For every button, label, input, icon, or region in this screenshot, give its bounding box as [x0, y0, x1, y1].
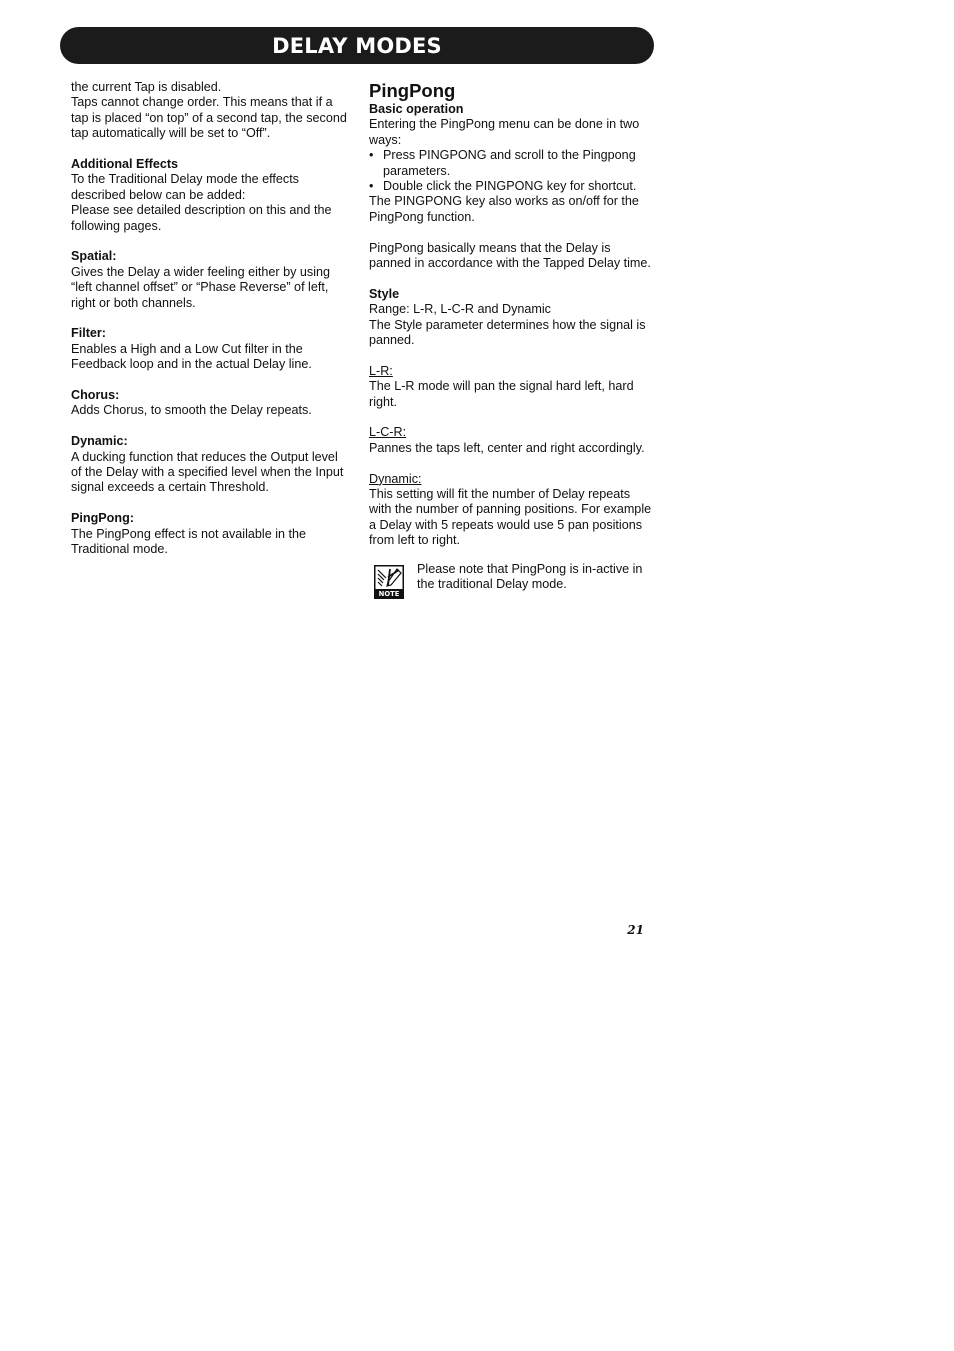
intro-line-2: Taps cannot change order. This means that if a tap is placed “on top” of a second tap, the second tap automatically will be set to “Off”. [71, 95, 347, 141]
paragraph: Adds Chorus, to smooth the Delay repeats. [71, 403, 312, 418]
heading-pingpong: PingPong: [71, 511, 134, 526]
paragraph: PingPong basically means that the Delay is panned in accordance with the Tapped Delay time. [369, 240, 651, 271]
note-icon [374, 565, 404, 599]
mode-label-l-c-r: L-C-R: [369, 425, 407, 440]
section-banner [60, 27, 654, 64]
heading-filter: Filter: [71, 326, 106, 341]
list-item: • Press PINGPONG and scroll to the Pingpong parameters. [369, 148, 653, 179]
note-icon-label: NOTE [378, 589, 400, 598]
note-block [369, 562, 653, 599]
mode-label-l-r: L-R: [369, 363, 393, 378]
page-title: DELAY MODES [272, 33, 442, 58]
paragraph: The PINGPONG key also works as on/off for the PingPong function. [369, 194, 639, 224]
intro-line-1: the current Tap is disabled. [71, 80, 222, 94]
right-column [369, 80, 653, 599]
left-column [71, 80, 347, 558]
paragraph: Gives the Delay a wider feeling either by using “left channel offset” or “Phase Reverse” of left, right or both channels. [71, 264, 331, 310]
heading-dynamic: Dynamic: [71, 434, 128, 449]
page-number: 21 [627, 923, 644, 937]
paragraph: Enables a High and a Low Cut filter in the Feedback loop and in the actual Delay line. [71, 341, 312, 372]
paragraph: A ducking function that reduces the Output level of the Delay with a specified level when the Input signal exceeds a certain Threshold. [71, 449, 344, 495]
paragraph: Entering the PingPong menu can be done in two ways: [369, 117, 640, 147]
paragraph: The Style parameter determines how the signal is panned. [369, 317, 646, 348]
heading-additional-effects: Additional Effects [71, 157, 179, 172]
heading-spatial: Spatial: [71, 249, 117, 264]
paragraph: Range: L-R, L-C-R and Dynamic [369, 302, 551, 317]
paragraph: Please see detailed description on this and the following pages. [71, 203, 332, 233]
paragraph: To the Traditional Delay mode the effects described below can be added: [71, 172, 299, 202]
list-item: • Double click the PINGPONG key for shortcut. [369, 179, 653, 194]
mode-label-dynamic: Dynamic: [369, 471, 422, 486]
section-title-pingpong: PingPong [369, 80, 456, 101]
paragraph: The L-R mode will pan the signal hard left, hard right. [369, 379, 634, 409]
note-text: Please note that PingPong is in-active in the traditional Delay mode. [417, 561, 643, 592]
heading-basic-operation: Basic operation [369, 102, 464, 116]
bullet-list [369, 148, 653, 194]
paragraph: Pannes the taps left, center and right accordingly. [369, 440, 645, 455]
paragraph: The PingPong effect is not available in the Traditional mode. [71, 526, 307, 557]
heading-chorus: Chorus: [71, 388, 120, 403]
heading-style: Style [369, 286, 400, 301]
paragraph: This setting will fit the number of Delay repeats with the number of panning positions. For example a Delay with 5 repeats would use 5 pan positions from left to right. [369, 487, 652, 548]
